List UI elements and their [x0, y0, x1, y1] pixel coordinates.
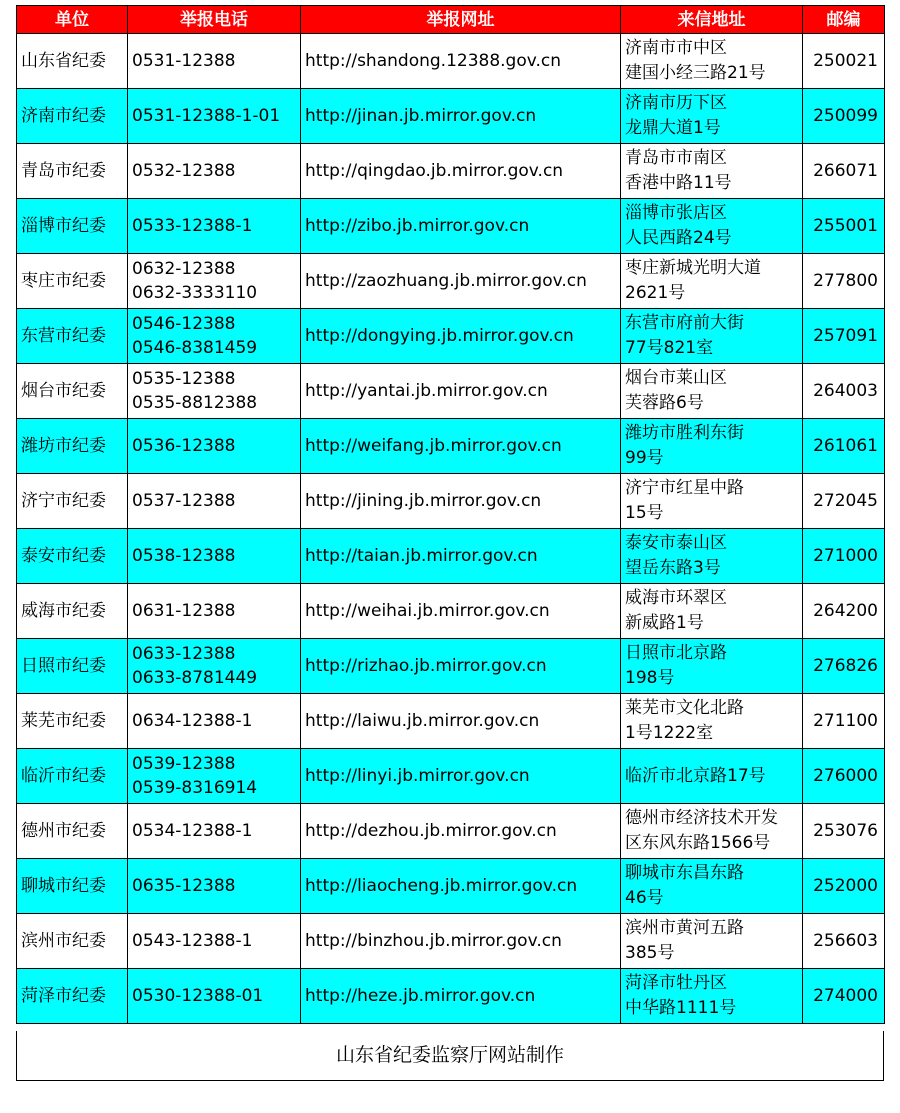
address-line: 15号: [625, 503, 664, 523]
address-cell: [621, 529, 803, 584]
postcode-cell: 276826: [803, 639, 885, 694]
unit-cell: 山东省纪委: [17, 34, 128, 89]
address-line: 香港中路11号: [625, 173, 732, 193]
address-line: 77号821室: [625, 338, 714, 358]
phone-number: 0546-12388: [132, 314, 236, 334]
unit-cell: 淄博市纪委: [17, 199, 128, 254]
postcode-cell: 256603: [803, 914, 885, 969]
phone-number: 0538-12388: [132, 546, 236, 566]
address-line: 济南市市中区: [625, 38, 727, 58]
report-url-link[interactable]: http://zibo.jb.mirror.gov.cn: [301, 199, 621, 254]
header-phone: 举报电话: [128, 6, 301, 34]
address-line: 新威路1号: [625, 613, 704, 633]
report-url-link[interactable]: http://liaocheng.jb.mirror.gov.cn: [301, 859, 621, 914]
phone-number: 0632-3333110: [132, 283, 258, 303]
table-header: [17, 6, 885, 34]
address-cell: [621, 969, 803, 1024]
postcode-cell: 250021: [803, 34, 885, 89]
address-line: 望岳东路3号: [625, 558, 721, 578]
footer-credit: 山东省纪委监察厅网站制作: [16, 1031, 884, 1081]
address-line: 潍坊市胜利东街: [625, 423, 744, 443]
unit-cell: 聊城市纪委: [17, 859, 128, 914]
report-url-link[interactable]: http://jining.jb.mirror.gov.cn: [301, 474, 621, 529]
table-row: [17, 804, 885, 859]
unit-cell: 威海市纪委: [17, 584, 128, 639]
report-url-link[interactable]: http://dezhou.jb.mirror.gov.cn: [301, 804, 621, 859]
unit-cell: 德州市纪委: [17, 804, 128, 859]
header-postcode: 邮编: [803, 6, 885, 34]
report-url-link[interactable]: http://weihai.jb.mirror.gov.cn: [301, 584, 621, 639]
header-row: [17, 6, 885, 34]
postcode-cell: 252000: [803, 859, 885, 914]
report-url-link[interactable]: http://laiwu.jb.mirror.gov.cn: [301, 694, 621, 749]
table-row: [17, 914, 885, 969]
unit-cell: 日照市纪委: [17, 639, 128, 694]
address-cell: [621, 34, 803, 89]
address-line: 济南市历下区: [625, 93, 727, 113]
address-cell: [621, 639, 803, 694]
phone-cell: [128, 529, 301, 584]
address-cell: [621, 199, 803, 254]
phone-number: 0633-8781449: [132, 668, 258, 688]
unit-cell: 烟台市纪委: [17, 364, 128, 419]
table-row: [17, 694, 885, 749]
unit-cell: 济宁市纪委: [17, 474, 128, 529]
address-cell: [621, 584, 803, 639]
address-line: 莱芜市文化北路: [625, 698, 744, 718]
table-row: [17, 199, 885, 254]
address-cell: [621, 89, 803, 144]
address-cell: [621, 749, 803, 804]
phone-number: 0543-12388-1: [132, 931, 253, 951]
phone-number: 0534-12388-1: [132, 821, 253, 841]
phone-number: 0539-12388: [132, 754, 236, 774]
postcode-cell: 261061: [803, 419, 885, 474]
address-cell: [621, 804, 803, 859]
phone-cell: [128, 804, 301, 859]
address-line: 东营市府前大街: [625, 313, 744, 333]
header-address: 来信地址: [621, 6, 803, 34]
phone-cell: [128, 34, 301, 89]
address-line: 46号: [625, 888, 664, 908]
report-url-link[interactable]: http://jinan.jb.mirror.gov.cn: [301, 89, 621, 144]
table-row: [17, 859, 885, 914]
address-line: 建国小经三路21号: [625, 63, 766, 83]
table-row: [17, 364, 885, 419]
postcode-cell: 264200: [803, 584, 885, 639]
phone-number: 0535-12388: [132, 369, 236, 389]
table-row: [17, 419, 885, 474]
unit-cell: 临沂市纪委: [17, 749, 128, 804]
unit-cell: 菏泽市纪委: [17, 969, 128, 1024]
postcode-cell: 272045: [803, 474, 885, 529]
phone-number: 0531-12388: [132, 51, 236, 71]
phone-cell: [128, 89, 301, 144]
address-line: 临沂市北京路17号: [625, 765, 766, 786]
phone-cell: [128, 419, 301, 474]
address-line: 济宁市红星中路: [625, 478, 744, 498]
table-row: [17, 969, 885, 1024]
postcode-cell: 277800: [803, 254, 885, 309]
address-line: 2621号: [625, 283, 686, 303]
phone-number: 0546-8381459: [132, 338, 258, 358]
address-line: 区东风东路1566号: [625, 833, 771, 853]
phone-cell: [128, 309, 301, 364]
address-line: 中华路1111号: [625, 998, 737, 1018]
table-row: [17, 144, 885, 199]
address-line: 日照市北京路: [625, 643, 727, 663]
postcode-cell: 257091: [803, 309, 885, 364]
address-line: 1号1222室: [625, 723, 714, 743]
address-line: 滨州市黄河五路: [625, 918, 744, 938]
address-line: 芙蓉路6号: [625, 393, 704, 413]
address-cell: [621, 859, 803, 914]
postcode-cell: 253076: [803, 804, 885, 859]
phone-number: 0533-12388-1: [132, 216, 253, 236]
address-line: 德州市经济技术开发: [625, 808, 778, 828]
table-row: [17, 584, 885, 639]
phone-number: 0539-8316914: [132, 778, 258, 798]
phone-number: 0536-12388: [132, 436, 236, 456]
phone-number: 0530-12388-01: [132, 986, 264, 1006]
report-url-link[interactable]: http://taian.jb.mirror.gov.cn: [301, 529, 621, 584]
unit-cell: 潍坊市纪委: [17, 419, 128, 474]
address-line: 泰安市泰山区: [625, 533, 727, 553]
address-line: 99号: [625, 448, 664, 468]
address-line: 龙鼎大道1号: [625, 118, 721, 138]
phone-cell: [128, 749, 301, 804]
unit-cell: 济南市纪委: [17, 89, 128, 144]
table-row: [17, 34, 885, 89]
report-url-link[interactable]: http://yantai.jb.mirror.gov.cn: [301, 364, 621, 419]
report-url-link[interactable]: http://zaozhuang.jb.mirror.gov.cn: [301, 254, 621, 309]
postcode-cell: 255001: [803, 199, 885, 254]
address-cell: [621, 474, 803, 529]
phone-number: 0535-8812388: [132, 393, 258, 413]
table-body: [17, 34, 885, 1024]
address-cell: [621, 254, 803, 309]
phone-number: 0531-12388-1-01: [132, 106, 281, 126]
phone-number: 0634-12388-1: [132, 711, 253, 731]
table-row: [17, 89, 885, 144]
address-cell: [621, 914, 803, 969]
report-url-link[interactable]: http://shandong.12388.gov.cn: [301, 34, 621, 89]
address-line: 198号: [625, 668, 675, 688]
table-row: [17, 474, 885, 529]
address-line: 枣庄新城光明大道: [625, 258, 761, 278]
address-line: 385号: [625, 943, 675, 963]
unit-cell: 东营市纪委: [17, 309, 128, 364]
header-unit: 单位: [17, 6, 128, 34]
address-line: 人民西路24号: [625, 228, 732, 248]
unit-cell: 枣庄市纪委: [17, 254, 128, 309]
phone-cell: [128, 914, 301, 969]
address-line: 淄博市张店区: [625, 203, 727, 223]
report-url-link[interactable]: http://rizhao.jb.mirror.gov.cn: [301, 639, 621, 694]
report-url-link[interactable]: http://binzhou.jb.mirror.gov.cn: [301, 914, 621, 969]
postcode-cell: 271000: [803, 529, 885, 584]
phone-number: 0532-12388: [132, 161, 236, 181]
table-row: [17, 254, 885, 309]
report-url-link[interactable]: http://weifang.jb.mirror.gov.cn: [301, 419, 621, 474]
phone-number: 0633-12388: [132, 644, 236, 664]
phone-cell: [128, 694, 301, 749]
table-row: [17, 309, 885, 364]
phone-cell: [128, 969, 301, 1024]
address-cell: [621, 364, 803, 419]
address-cell: [621, 309, 803, 364]
postcode-cell: 250099: [803, 89, 885, 144]
report-url-link[interactable]: http://qingdao.jb.mirror.gov.cn: [301, 144, 621, 199]
table-row: [17, 749, 885, 804]
report-url-link[interactable]: http://heze.jb.mirror.gov.cn: [301, 969, 621, 1024]
phone-cell: [128, 639, 301, 694]
postcode-cell: 266071: [803, 144, 885, 199]
address-line: 青岛市市南区: [625, 148, 727, 168]
phone-cell: [128, 199, 301, 254]
report-url-link[interactable]: http://dongying.jb.mirror.gov.cn: [301, 309, 621, 364]
address-line: 菏泽市牡丹区: [625, 973, 727, 993]
phone-number: 0631-12388: [132, 601, 236, 621]
table-row: [17, 639, 885, 694]
address-cell: [621, 144, 803, 199]
phone-cell: [128, 364, 301, 419]
phone-cell: [128, 584, 301, 639]
address-line: 聊城市东昌东路: [625, 863, 744, 883]
phone-cell: [128, 474, 301, 529]
phone-number: 0537-12388: [132, 491, 236, 511]
postcode-cell: 274000: [803, 969, 885, 1024]
phone-cell: [128, 254, 301, 309]
postcode-cell: 276000: [803, 749, 885, 804]
unit-cell: 泰安市纪委: [17, 529, 128, 584]
postcode-cell: 271100: [803, 694, 885, 749]
phone-cell: [128, 859, 301, 914]
address-cell: [621, 694, 803, 749]
phone-number: 0635-12388: [132, 876, 236, 896]
phone-number: 0632-12388: [132, 259, 236, 279]
report-url-link[interactable]: http://linyi.jb.mirror.gov.cn: [301, 749, 621, 804]
address-line: 烟台市莱山区: [625, 368, 727, 388]
address-line: 威海市环翠区: [625, 588, 727, 608]
unit-cell: 滨州市纪委: [17, 914, 128, 969]
report-table: [16, 5, 885, 1024]
phone-cell: [128, 144, 301, 199]
unit-cell: 莱芜市纪委: [17, 694, 128, 749]
header-url: 举报网址: [301, 6, 621, 34]
table-row: [17, 529, 885, 584]
postcode-cell: 264003: [803, 364, 885, 419]
unit-cell: 青岛市纪委: [17, 144, 128, 199]
address-cell: [621, 419, 803, 474]
